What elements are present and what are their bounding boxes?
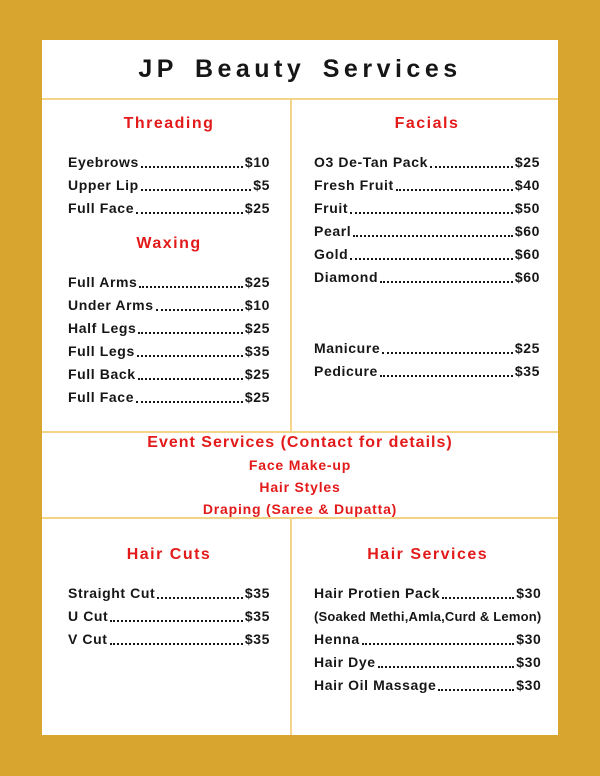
service-price: $10 <box>244 297 270 313</box>
threading-waxing-column <box>42 100 292 431</box>
dot-leader <box>362 643 514 645</box>
price-row <box>314 678 541 693</box>
service-name: Pedicure <box>314 363 378 379</box>
price-row <box>68 586 270 601</box>
service-name: Fruit <box>314 200 349 216</box>
dot-leader <box>350 258 513 260</box>
price-row <box>314 155 540 170</box>
dot-leader <box>430 166 513 168</box>
service-price: $35 <box>514 363 540 379</box>
service-name: O3 De-Tan Pack <box>314 154 428 170</box>
section-heading-event-services: Event Services (Contact for details) <box>147 433 453 451</box>
service-price: $25 <box>244 389 270 405</box>
event-services-section <box>42 433 558 519</box>
service-name: Full Legs <box>68 343 135 359</box>
service-price: $35 <box>244 585 270 601</box>
dot-leader <box>380 281 513 283</box>
service-name: Hair Dye <box>314 654 376 670</box>
price-row <box>314 341 540 356</box>
dot-leader <box>156 309 243 311</box>
price-row <box>314 364 540 379</box>
service-name: Upper Lip <box>68 177 139 193</box>
price-row <box>68 275 270 290</box>
price-row <box>314 655 541 670</box>
dot-leader <box>350 212 513 214</box>
service-price: $25 <box>244 320 270 336</box>
event-service-line: Hair Styles <box>259 478 341 495</box>
service-name: Henna <box>314 631 360 647</box>
dot-leader <box>110 620 243 622</box>
menu-panel <box>42 40 558 735</box>
service-name: Under Arms <box>68 297 154 313</box>
hair-services-column <box>292 519 559 735</box>
dot-leader <box>157 597 243 599</box>
service-price: $25 <box>514 340 540 356</box>
dot-leader <box>382 352 513 354</box>
price-row <box>68 344 270 359</box>
section-heading-threading: Threading <box>123 115 215 132</box>
service-name: Full Arms <box>68 274 138 290</box>
nails-group <box>314 341 540 379</box>
page-title: JP Beauty Services <box>138 54 462 83</box>
price-row <box>314 224 540 239</box>
dot-leader <box>353 235 513 237</box>
service-price: $30 <box>516 677 542 693</box>
price-row <box>314 247 540 262</box>
service-name: Manicure <box>314 340 381 356</box>
price-row <box>314 178 540 193</box>
price-row <box>68 632 270 647</box>
service-name: Half Legs <box>68 320 137 336</box>
service-price: $30 <box>516 585 542 601</box>
dot-leader <box>138 378 243 380</box>
dot-leader <box>137 355 243 357</box>
service-price: $50 <box>514 200 540 216</box>
service-name: Diamond <box>314 269 379 285</box>
service-price: $60 <box>514 269 540 285</box>
dot-leader <box>136 212 243 214</box>
price-row <box>68 155 270 170</box>
dot-leader <box>396 189 513 191</box>
event-service-line: Face Make-up <box>248 456 352 473</box>
facials-column <box>292 100 558 431</box>
dot-leader <box>141 189 251 191</box>
price-row <box>314 201 540 216</box>
price-row <box>68 390 270 405</box>
service-price: $25 <box>244 366 270 382</box>
service-name: V Cut <box>68 631 108 647</box>
title-bar <box>42 40 558 100</box>
price-row <box>68 321 270 336</box>
event-service-line: Draping (Saree & Dupatta) <box>202 500 398 517</box>
top-section <box>42 100 558 433</box>
price-row <box>68 298 270 313</box>
bottom-section <box>42 519 558 735</box>
service-price: $35 <box>244 343 270 359</box>
service-price: $10 <box>244 154 270 170</box>
section-heading-facials: Facials <box>394 115 460 132</box>
hair-cuts-column <box>42 519 292 735</box>
service-price: $30 <box>516 654 542 670</box>
dot-leader <box>442 597 514 599</box>
service-price: $35 <box>244 608 270 624</box>
service-name: Hair Protien Pack <box>314 585 441 601</box>
dot-leader <box>136 401 243 403</box>
price-row <box>314 586 541 601</box>
price-row <box>314 632 541 647</box>
service-price: $5 <box>253 177 270 193</box>
service-price: $25 <box>514 154 540 170</box>
price-row <box>68 178 270 193</box>
section-heading-hair-cuts: Hair Cuts <box>126 546 212 563</box>
section-heading-hair-services: Hair Services <box>367 546 489 563</box>
price-row <box>68 201 270 216</box>
section-heading-waxing: Waxing <box>136 235 202 252</box>
service-name: Full Back <box>68 366 136 382</box>
dot-leader <box>438 689 514 691</box>
dot-leader <box>378 666 515 668</box>
service-price: $25 <box>244 200 270 216</box>
service-price: $25 <box>244 274 270 290</box>
service-name: Full Face <box>68 200 135 216</box>
service-price: $60 <box>514 246 540 262</box>
price-row <box>314 270 540 285</box>
service-name: Hair Oil Massage <box>314 677 437 693</box>
service-name: Gold <box>314 246 349 262</box>
service-name: Eyebrows <box>68 154 139 170</box>
dot-leader <box>138 332 242 334</box>
price-row <box>68 367 270 382</box>
dot-leader <box>139 286 242 288</box>
service-note: (Soaked Methi,Amla,Curd & Lemon) <box>314 609 542 624</box>
service-price: $40 <box>514 177 540 193</box>
service-name: Pearl <box>314 223 352 239</box>
service-price: $60 <box>514 223 540 239</box>
dot-leader <box>141 166 243 168</box>
price-row <box>68 609 270 624</box>
service-price: $35 <box>244 631 270 647</box>
service-name: U Cut <box>68 608 109 624</box>
dot-leader <box>110 643 243 645</box>
dot-leader <box>380 375 513 377</box>
service-name: Fresh Fruit <box>314 177 394 193</box>
service-price: $30 <box>516 631 542 647</box>
service-name: Full Face <box>68 389 135 405</box>
service-name: Straight Cut <box>68 585 156 601</box>
